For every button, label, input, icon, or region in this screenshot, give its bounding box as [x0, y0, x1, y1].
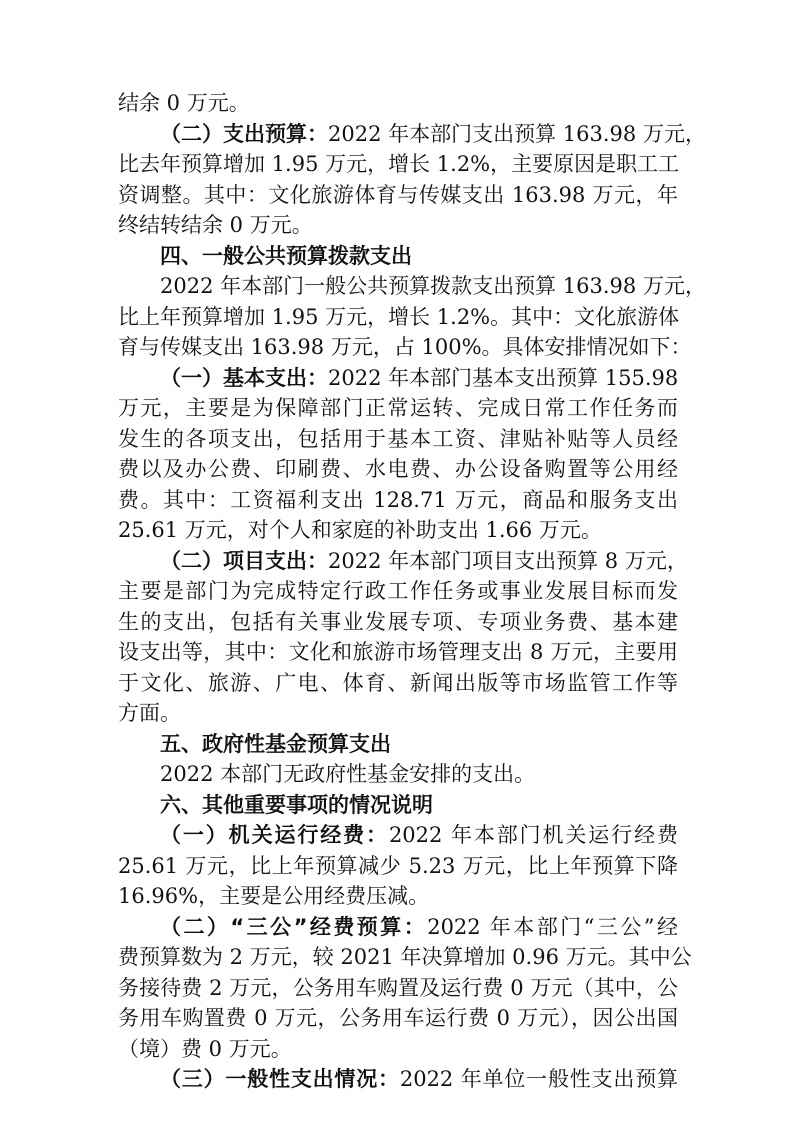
paragraph-line: 终结转结余 0 万元。 — [118, 213, 313, 237]
paragraph-line: 费预算数为 2 万元，较 2021 年决算增加 0.96 万元。其中公 — [118, 945, 692, 969]
section-heading: 六、其他重要事项的情况说明 — [160, 792, 433, 817]
expenditure-budget-line: （二）支出预算：2022 年本部门支出预算 163.98 万元， — [160, 121, 706, 146]
paragraph-text: （境）费 0 万元。 — [118, 1036, 292, 1061]
section-heading-inline: （二）支出预算： — [160, 121, 328, 146]
project-expenditure-line: （二）项目支出：2022 年本部门项目支出预算 8 万元， — [160, 548, 688, 573]
paragraph-line: 25.61 万元，对个人和家庭的补助支出 1.66 万元。 — [118, 518, 602, 542]
section-heading: 五、政府性基金预算支出 — [160, 731, 391, 756]
section-heading-inline: （二）“三公”经费预算： — [160, 914, 428, 939]
paragraph-line — [118, 1034, 678, 1065]
operating-costs-line: （一）机关运行经费：2022 年本部门机关运行经费 — [160, 823, 678, 847]
paragraph-line: 资调整。其中：文化旅游体育与传媒支出 163.98 万元，年 — [118, 182, 678, 207]
paragraph-line: 生的支出，包括有关事业发展专项、专项业务费、基本建 — [118, 609, 678, 634]
section-heading-inline: （一）机关运行经费： — [160, 823, 389, 847]
paragraph-line: 万元，主要是为保障部门正常运转、完成日常工作任务而 — [118, 396, 678, 420]
general-expenditure-line — [160, 1064, 678, 1095]
paragraph-line: 比上年预算增加 1.95 万元，增长 1.2%。其中：文化旅游体 — [118, 304, 680, 329]
section-heading-inline: （一）基本支出： — [160, 365, 328, 390]
paragraph-line: 主要是部门为完成特定行政工作任务或事业发展目标而发 — [118, 579, 678, 603]
paragraph-line: 方面。 — [118, 701, 181, 725]
paragraph-line: 设支出等，其中：文化和旅游市场管理支出 8 万元，主要用 — [118, 640, 678, 664]
paragraph-line: 2022 年本部门一般公共预算拨款支出预算 163.98 万元， — [160, 274, 706, 298]
paragraph-line: 费。其中：工资福利支出 128.71 万元，商品和服务支出 — [118, 487, 679, 512]
paragraph-line: 务用车购置费 0 万元，公务用车运行费 0 万元），因公出国 — [118, 1006, 678, 1030]
paragraph-line: 2022 本部门无政府性基金安排的支出。 — [160, 762, 536, 786]
paragraph-line: 比去年预算增加 1.95 万元，增长 1.2%，主要原因是职工工 — [118, 152, 680, 176]
paragraph-line: 育与传媒支出 163.98 万元，占 100%。具体安排情况如下： — [118, 335, 692, 359]
three-public-expenses-line: （二）“三公”经费预算：2022 年本部门“三公”经 — [160, 914, 678, 939]
section-heading: 四、一般公共预算拨款支出 — [160, 243, 412, 268]
paragraph-text: 2022 年单位一般性支出预算 — [399, 1067, 678, 1091]
paragraph-line: 费以及办公费、印刷费、水电费、办公设备购置等公用经 — [118, 457, 678, 481]
paragraph-line: 务接待费 2 万元，公务用车购置及运行费 0 万元（其中，公 — [118, 975, 678, 1000]
section-heading-inline: （二）项目支出： — [160, 548, 328, 573]
paragraph-line: 结余 0 万元。 — [118, 91, 250, 115]
paragraph-line: 16.96%，主要是公用经费压减。 — [118, 884, 430, 908]
paragraph-line: 发生的各项支出，包括用于基本工资、津贴补贴等人员经 — [118, 426, 678, 451]
paragraph-line: 于文化、旅游、广电、体育、新闻出版等市场监管工作等 — [118, 670, 678, 695]
section-heading-inline: （三）一般性支出情况： — [160, 1067, 400, 1091]
paragraph-line: 25.61 万元，比上年预算减少 5.23 万元，比上年预算下降 — [118, 853, 678, 878]
basic-expenditure-line: （一）基本支出：2022 年本部门基本支出预算 155.98 — [160, 365, 679, 390]
